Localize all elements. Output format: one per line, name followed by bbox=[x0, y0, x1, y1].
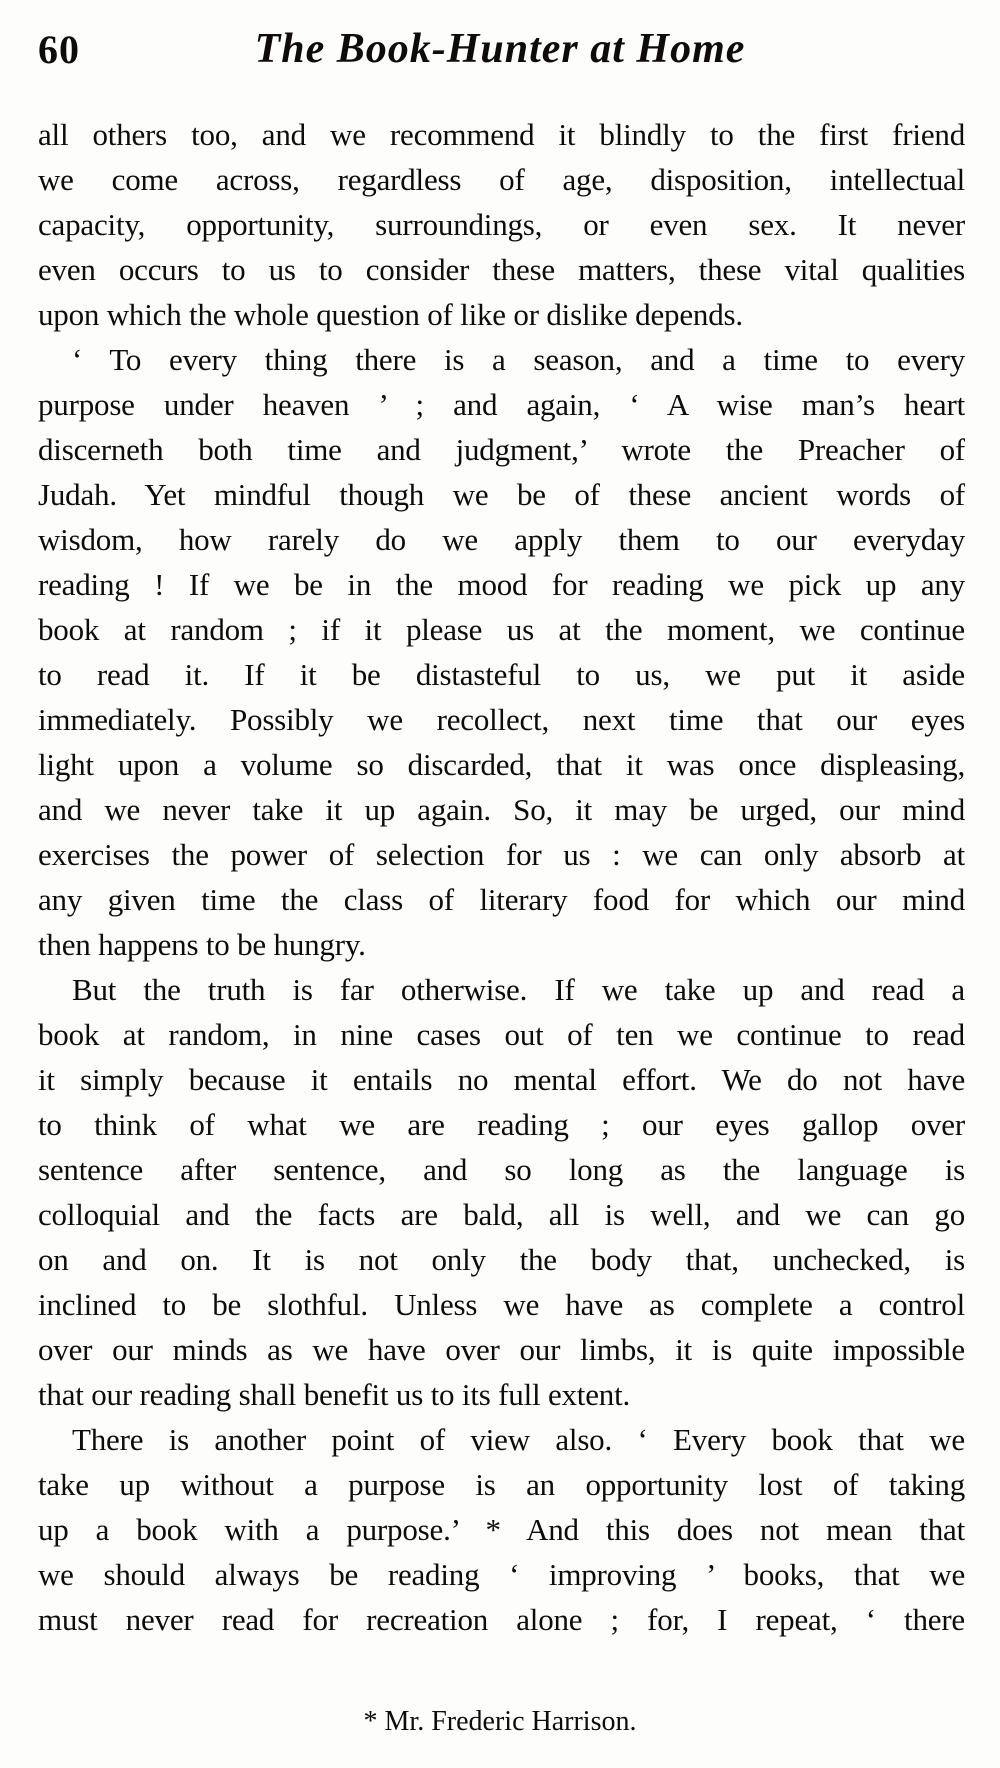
text-line: to think of what we are reading ; our eyes gallop over bbox=[38, 1107, 965, 1142]
text-line: must never read for recreation alone ; for, I repeat, ‘ there bbox=[38, 1602, 965, 1637]
text-line: on and on. It is not only the body that, unchecked, is bbox=[38, 1242, 965, 1277]
text-line: sentence after sentence, and so long as the language is bbox=[38, 1152, 965, 1187]
text-line: we should always be reading ‘ improving ’ books, that we bbox=[38, 1557, 965, 1592]
text-line: up a book with a purpose.’ * And this does not mean that bbox=[38, 1512, 965, 1547]
footnote-text: * Mr. Frederic Harrison. bbox=[363, 1706, 637, 1737]
text-line: reading ! If we be in the mood for reading we pick up any bbox=[38, 567, 965, 602]
text-line: all others too, and we recommend it blindly to the first friend bbox=[38, 117, 965, 152]
text-line: immediately. Possibly we recollect, next time that our eyes bbox=[38, 702, 965, 737]
text-line: upon which the whole question of like or dislike depends. bbox=[38, 297, 743, 332]
paragraph bbox=[38, 337, 965, 967]
text-line: But the truth is far otherwise. If we take up and read a bbox=[72, 972, 965, 1007]
paragraph bbox=[38, 967, 965, 1417]
text-line: it simply because it entails no mental effort. We do not have bbox=[38, 1062, 965, 1097]
text-line: even occurs to us to consider these matters, these vital qualities bbox=[38, 252, 965, 287]
text-line: purpose under heaven ’ ; and again, ‘ A wise man’s heart bbox=[38, 387, 965, 422]
text-line: over our minds as we have over our limbs, it is quite impossible bbox=[38, 1332, 965, 1367]
text-line: ‘ To every thing there is a season, and a time to every bbox=[72, 342, 965, 377]
text-line: discerneth both time and judgment,’ wrote the Preacher of bbox=[38, 432, 965, 467]
paragraph bbox=[38, 1417, 965, 1642]
text-line: book at random, in nine cases out of ten we continue to read bbox=[38, 1017, 965, 1052]
text-line: colloquial and the facts are bald, all is well, and we can go bbox=[38, 1197, 965, 1232]
text-line: any given time the class of literary food for which our mind bbox=[38, 882, 965, 917]
text-line: that our reading shall benefit us to its full extent. bbox=[38, 1377, 631, 1412]
running-title: The Book-Hunter at Home bbox=[254, 26, 746, 72]
body-text bbox=[38, 112, 965, 1642]
page-number: 60 bbox=[38, 27, 80, 72]
text-line: we come across, regardless of age, disposition, intellectual bbox=[38, 162, 965, 197]
page-header bbox=[0, 24, 1000, 74]
text-line: exercises the power of selection for us : we can only absorb at bbox=[38, 837, 965, 872]
text-line: Judah. Yet mindful though we be of these ancient words of bbox=[38, 477, 965, 512]
text-line: light upon a volume so discarded, that it was once displeasing, bbox=[38, 747, 965, 782]
text-line: inclined to be slothful. Unless we have as complete a control bbox=[38, 1287, 965, 1322]
text-line: capacity, opportunity, surroundings, or even sex. It never bbox=[38, 207, 965, 242]
text-line: There is another point of view also. ‘ Every book that we bbox=[72, 1422, 965, 1457]
text-line: to read it. If it be distasteful to us, we put it aside bbox=[38, 657, 965, 692]
text-line: and we never take it up again. So, it may be urged, our mind bbox=[38, 792, 965, 827]
paragraph bbox=[38, 112, 965, 337]
text-line: wisdom, how rarely do we apply them to our everyday bbox=[38, 522, 965, 557]
text-line: then happens to be hungry. bbox=[38, 927, 366, 962]
text-line: book at random ; if it please us at the moment, we continue bbox=[38, 612, 965, 647]
footnote bbox=[0, 1705, 1000, 1739]
text-line: take up without a purpose is an opportunity lost of taking bbox=[38, 1467, 965, 1502]
